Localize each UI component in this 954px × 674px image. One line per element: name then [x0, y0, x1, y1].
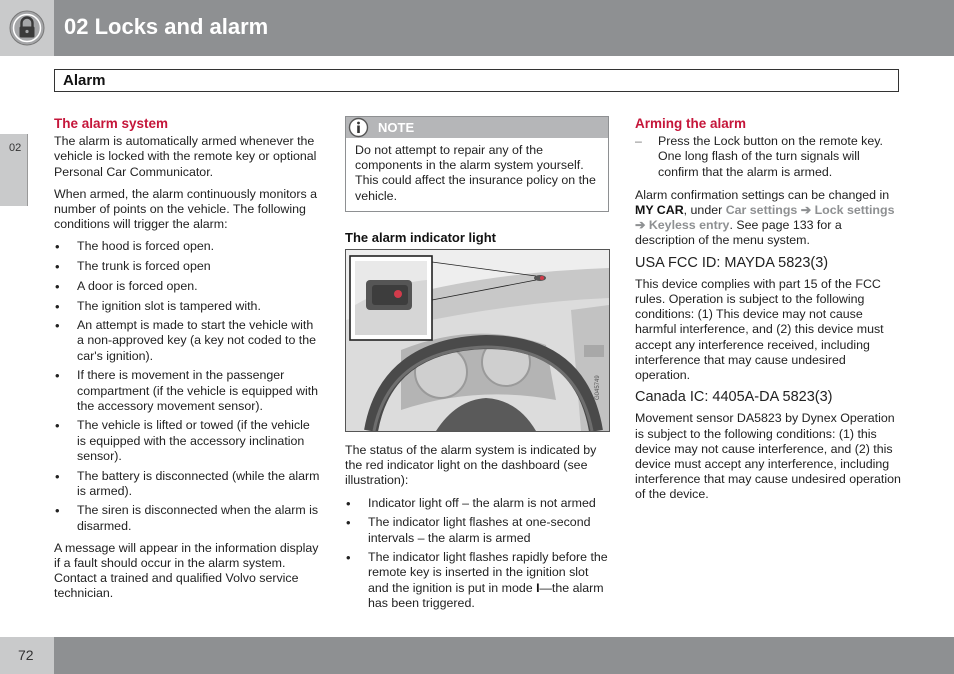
trigger-conditions-list: [54, 239, 320, 533]
list-item: • An attempt is made to start the vehicle with a non-approved key (a key not coded to the car's ignition).: [54, 318, 320, 364]
paragraph: This device complies with part 15 of the FCC rules. Operation is subject to the following conditions: (1) This device may not cause harmful interference, and (2) this device must accept any interference received, including interference that may cause undesired operation.: [635, 276, 884, 383]
dash-marker: –: [635, 134, 642, 149]
dashboard-image: [346, 250, 609, 431]
list-item: • The siren is disconnected when the alarm is disarmed.: [54, 503, 320, 533]
arming-alarm-heading: Arming the alarm: [635, 116, 747, 131]
page-footer: [0, 637, 954, 674]
note-header: [346, 117, 608, 138]
paragraph: Movement sensor DA5823 by Dynex Operation is subject to the following conditions: (1) this device may not cause interference, and (2) this device must accept any interference, including interference that may cause undesired operation of the device.: [635, 411, 901, 502]
note-box: [345, 116, 609, 212]
text: Alarm confirmation settings can be changed in: [635, 187, 890, 202]
section-title: Alarm: [63, 72, 106, 89]
illustration-code: G045749: [595, 375, 601, 401]
paragraph: [635, 188, 901, 249]
page-header: [0, 0, 954, 56]
note-label: NOTE: [378, 120, 415, 135]
indicator-light-heading: The alarm indicator light: [345, 229, 496, 245]
list-item: • Indicator light off – the alarm is not armed: [345, 496, 610, 511]
page-number: 72: [18, 647, 34, 663]
paragraph: A message will appear in the information display if a fault should occur in the alarm system. Contact a trained and qualified Volvo service technician.: [54, 540, 319, 601]
list-item: • The hood is forced open.: [54, 239, 320, 254]
text: . See page 133 for a description of the menu system.: [635, 218, 842, 248]
info-icon: [348, 117, 369, 138]
list-item: • A door is forced open.: [54, 279, 320, 294]
list-item: [345, 550, 610, 611]
chapter-number: 02: [9, 142, 22, 154]
menu-path-item: Lock settings: [814, 203, 895, 218]
text: The indicator light flashes rapidly before the remote key is inserted in the ignition slot and the ignition is put in mode: [368, 550, 608, 595]
list-item: • The trunk is forced open: [54, 259, 320, 274]
list-item: • The ignition slot is tampered with.: [54, 299, 320, 314]
section-bar: [54, 69, 899, 92]
paragraph: The status of the alarm system is indicated by the red indicator light on the dashboard (see illustration):: [345, 443, 597, 488]
text: , under: [683, 203, 726, 218]
canada-heading: Canada IC: 4405A-DA 5823(3): [635, 389, 833, 406]
dashboard-illustration: [345, 249, 610, 432]
list-item: • If there is movement in the passenger compartment (if the vehicle is equipped with the accessory movement sensor).: [54, 368, 320, 414]
chapter-tab: [0, 134, 28, 206]
column-2: [345, 116, 610, 618]
arrow-icon: ➔: [635, 218, 646, 233]
page-title: 02 Locks and alarm: [64, 14, 269, 39]
menu-path-item: Keyless entry: [648, 218, 730, 233]
page-number-box: [0, 637, 54, 674]
list-item: • The battery is disconnected (while the alarm is armed).: [54, 469, 320, 499]
note-text: Do not attempt to repair any of the components in the alarm system yourself. This could affect the insurance policy on the vehicle.: [355, 143, 596, 203]
list-item: • The vehicle is lifted or towed (if the vehicle is equipped with the accessory inclination sensor).: [54, 418, 320, 464]
paragraph: The alarm is automatically armed whenever the vehicle is locked with the remote key or optional Personal Car Communicator.: [54, 134, 317, 179]
menu-path-item: Car settings: [725, 203, 798, 218]
fcc-heading: USA FCC ID: MAYDA 5823(3): [635, 254, 829, 271]
column-3: [635, 116, 901, 510]
ignition-mode: I: [536, 580, 540, 595]
alarm-system-heading: The alarm system: [54, 116, 169, 131]
chapter-icon-box: [0, 0, 54, 56]
procedure-step: [635, 134, 901, 180]
padlock-icon: [9, 10, 45, 46]
step-text: Press the Lock button on the remote key. One long flash of the turn signals will confirm that the alarm is armed.: [658, 134, 883, 179]
list-item: • The indicator light flashes at one-second intervals – the alarm is armed: [345, 515, 610, 545]
arrow-icon: ➔: [800, 203, 812, 218]
column-1: [54, 116, 320, 609]
paragraph: When armed, the alarm continuously monitors a number of points on the vehicle. The following conditions will trigger the alarm:: [54, 186, 318, 232]
indicator-status-list: [345, 496, 610, 611]
text: —the alarm has been triggered.: [368, 580, 604, 610]
my-car-label: MY CAR: [635, 203, 684, 218]
